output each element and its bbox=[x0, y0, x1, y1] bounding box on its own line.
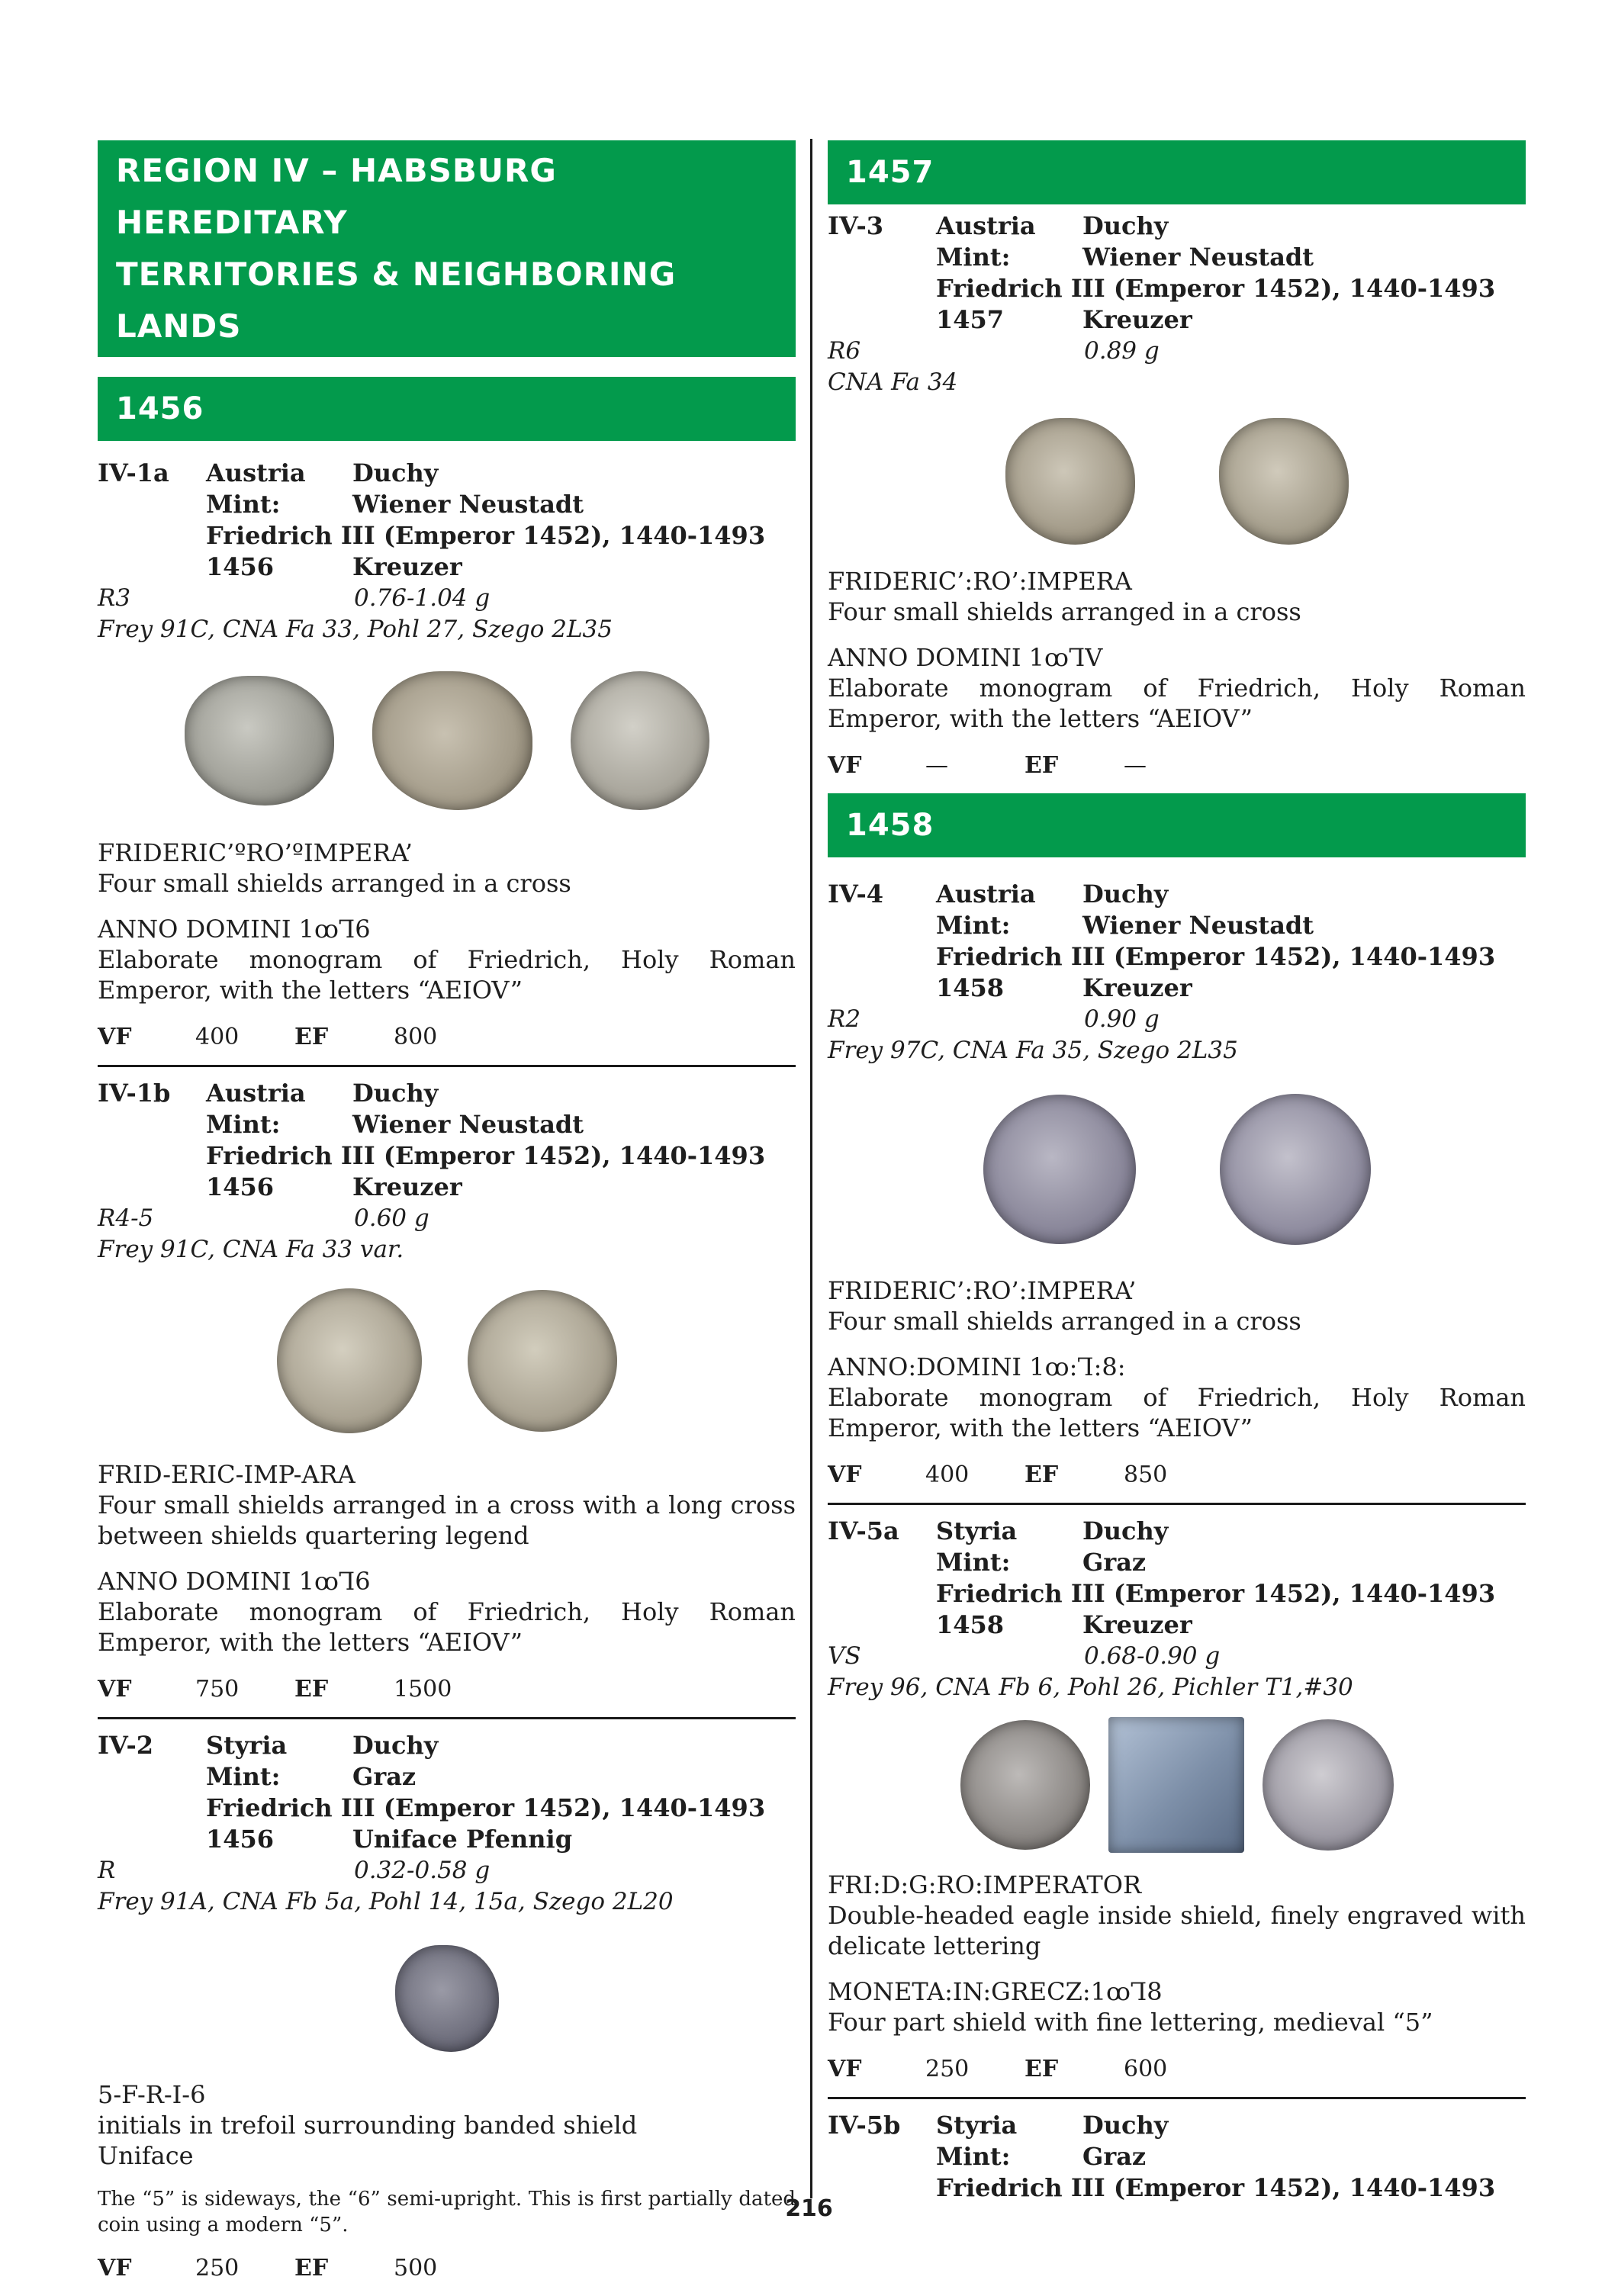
region-title-line-2: TERRITORIES & NEIGHBORING LANDS bbox=[116, 256, 677, 345]
entry-separator bbox=[828, 2097, 1526, 2099]
denomination: Kreuzer bbox=[1082, 973, 1192, 1002]
description bbox=[98, 1459, 796, 1658]
coin-photo bbox=[1005, 418, 1135, 545]
vf-label: VF bbox=[98, 1676, 132, 1703]
footnote: The “5” is sideways, the “6” semi-upright. This is first partially dated coin using a modern “5”. bbox=[98, 2188, 796, 2237]
rarity: VS bbox=[828, 1642, 861, 1670]
rarity: R3 bbox=[98, 584, 131, 612]
obverse-description: Four small shields arranged in a cross with a long cross between shields quartering legend bbox=[98, 1490, 796, 1550]
description bbox=[98, 2079, 796, 2171]
date: 1457 bbox=[936, 305, 1005, 334]
weight: 0.90 g bbox=[1084, 1005, 1160, 1033]
mint: Graz bbox=[1082, 1548, 1147, 1577]
references: CNA Fa 34 bbox=[828, 368, 958, 396]
mint-label: Mint: bbox=[936, 1548, 1011, 1577]
obverse-legend: FRID-ERIC-IMP-ARA bbox=[98, 1460, 355, 1489]
ef-price: — bbox=[1124, 752, 1147, 779]
coin-entry-iv-5a bbox=[828, 1516, 1526, 2099]
obverse-legend: FRIDERIC’:RO’:IMPERA bbox=[828, 567, 1132, 596]
mint-label: Mint: bbox=[936, 243, 1011, 272]
ef-label: EF bbox=[1025, 2056, 1059, 2082]
country: Austria bbox=[936, 879, 1036, 908]
mint-label: Mint: bbox=[206, 1110, 281, 1139]
price-row bbox=[828, 2053, 1526, 2086]
mint: Wiener Neustadt bbox=[352, 1110, 584, 1139]
rarity: R6 bbox=[828, 337, 861, 365]
vf-label: VF bbox=[828, 2056, 862, 2082]
entry-header bbox=[828, 1516, 1526, 1641]
obverse-legend: FRI:D:G:RO:IMPERATOR bbox=[828, 1870, 1142, 1899]
rarity-weight-row bbox=[98, 1203, 796, 1234]
vf-price: 250 bbox=[195, 2255, 240, 2282]
entry-separator bbox=[828, 1503, 1526, 1505]
coin-photos bbox=[98, 1288, 796, 1433]
coin-entry-iv-1a bbox=[98, 458, 796, 1067]
state-type: Duchy bbox=[352, 1731, 439, 1760]
description bbox=[828, 1870, 1526, 2037]
entry-separator bbox=[98, 1065, 796, 1067]
ruler: Friedrich III (Emperor 1452), 1440-1493 bbox=[206, 1793, 766, 1822]
obverse-description: Four small shields arranged in a cross bbox=[828, 597, 1301, 626]
ef-price: 500 bbox=[394, 2255, 438, 2282]
catalog-id: IV-2 bbox=[98, 1731, 154, 1760]
state-type: Duchy bbox=[1082, 879, 1169, 908]
ruler: Friedrich III (Emperor 1452), 1440-1493 bbox=[936, 274, 1496, 303]
catalog-id: IV-5b bbox=[828, 2111, 901, 2140]
country: Austria bbox=[936, 211, 1036, 240]
rarity: R4-5 bbox=[98, 1204, 154, 1232]
state-type: Duchy bbox=[1082, 211, 1169, 240]
vf-price: 250 bbox=[925, 2056, 970, 2082]
vf-price: 400 bbox=[195, 1024, 240, 1050]
ruler: Friedrich III (Emperor 1452), 1440-1493 bbox=[936, 942, 1496, 971]
weight: 0.76-1.04 g bbox=[354, 584, 491, 612]
catalog-id: IV-4 bbox=[828, 879, 884, 908]
year-banner-1458: 1458 bbox=[828, 793, 1526, 857]
rarity-weight-row bbox=[828, 336, 1526, 367]
state-type: Duchy bbox=[1082, 1516, 1169, 1545]
reverse-description: Elaborate monogram of Friedrich, Holy Roman Emperor, with the letters “AEIOV” bbox=[828, 1383, 1526, 1442]
weight: 0.68-0.90 g bbox=[1084, 1642, 1221, 1670]
denomination: Uniface Pfennig bbox=[352, 1825, 573, 1854]
entry-header bbox=[828, 2110, 1526, 2204]
uniface-note: Uniface bbox=[98, 2141, 194, 2170]
ruler: Friedrich III (Emperor 1452), 1440-1493 bbox=[206, 521, 766, 550]
coin-photos bbox=[828, 1717, 1526, 1853]
denomination: Kreuzer bbox=[352, 1172, 462, 1201]
coin-photo bbox=[1220, 1094, 1371, 1245]
reverse-legend: ANNO DOMINI 1ꝏꞀV bbox=[828, 643, 1103, 672]
reverse-description: Elaborate monogram of Friedrich, Holy Roman Emperor, with the letters “AEIOV” bbox=[98, 1597, 796, 1657]
vf-price: 400 bbox=[925, 1462, 970, 1488]
vf-label: VF bbox=[828, 752, 862, 779]
ruler: Friedrich III (Emperor 1452), 1440-1493 bbox=[936, 2173, 1496, 2202]
entry-header bbox=[98, 1078, 796, 1203]
coin-entry-iv-4 bbox=[828, 879, 1526, 1505]
country: Styria bbox=[936, 2111, 1018, 2140]
ef-label: EF bbox=[294, 1024, 329, 1050]
references: Frey 97C, CNA Fa 35, Szego 2L35 bbox=[828, 1037, 1238, 1064]
catalog-id: IV-5a bbox=[828, 1516, 899, 1545]
coin-photo bbox=[395, 1945, 499, 2052]
rarity-weight-row bbox=[98, 1855, 796, 1886]
mint-label: Mint: bbox=[206, 1762, 281, 1791]
ef-label: EF bbox=[294, 2255, 329, 2282]
ef-price: 850 bbox=[1124, 1462, 1168, 1488]
obverse-description: Double-headed eagle inside shield, finely engraved with delicate lettering bbox=[828, 1901, 1526, 1960]
price-row bbox=[98, 1673, 796, 1706]
state-type: Duchy bbox=[352, 458, 439, 487]
obverse-legend: 5-F-R-I-6 bbox=[98, 2080, 206, 2109]
coin-photo bbox=[571, 671, 709, 810]
date: 1458 bbox=[936, 1610, 1005, 1639]
rarity: R2 bbox=[828, 1005, 861, 1033]
coin-entry-iv-3 bbox=[828, 211, 1526, 783]
coin-photo bbox=[277, 1288, 422, 1433]
country: Styria bbox=[936, 1516, 1018, 1545]
date: 1458 bbox=[936, 973, 1005, 1002]
obverse-legend: FRIDERIC’ºRO’ºIMPERA’ bbox=[98, 838, 413, 867]
references: Frey 91C, CNA Fa 33 var. bbox=[98, 1236, 404, 1263]
denomination: Kreuzer bbox=[352, 552, 462, 581]
coin-photo bbox=[1263, 1719, 1394, 1851]
coin-photo bbox=[372, 671, 532, 810]
catalog-id: IV-1a bbox=[98, 458, 169, 487]
ef-label: EF bbox=[1025, 1462, 1059, 1488]
mint: Wiener Neustadt bbox=[352, 490, 584, 519]
entry-header bbox=[828, 211, 1526, 336]
year-banner-1457: 1457 bbox=[828, 140, 1526, 204]
entry-header bbox=[98, 458, 796, 583]
mint-label: Mint: bbox=[936, 2142, 1011, 2171]
entry-separator bbox=[98, 1717, 796, 1719]
description bbox=[828, 566, 1526, 734]
references: Frey 96, CNA Fb 6, Pohl 26, Pichler T1,#30 bbox=[828, 1674, 1353, 1701]
country: Austria bbox=[206, 458, 306, 487]
price-row bbox=[828, 749, 1526, 783]
year-banner-1456: 1456 bbox=[98, 377, 796, 441]
reverse-legend: MONETA:IN:GRECZ:1ꝏꞀ8 bbox=[828, 1977, 1163, 2006]
date: 1456 bbox=[206, 1172, 275, 1201]
coin-photos bbox=[98, 671, 796, 810]
ruler: Friedrich III (Emperor 1452), 1440-1493 bbox=[936, 1579, 1496, 1608]
coin-photo bbox=[1219, 418, 1349, 545]
coin-photo bbox=[1108, 1717, 1244, 1853]
rarity-weight-row bbox=[828, 1641, 1526, 1672]
reverse-legend: ANNO DOMINI 1ꝏꞀ6 bbox=[98, 1567, 371, 1596]
page-number: 216 bbox=[785, 2195, 833, 2222]
denomination: Kreuzer bbox=[1082, 305, 1192, 334]
state-type: Duchy bbox=[1082, 2111, 1169, 2140]
obverse-description: Four small shields arranged in a cross bbox=[98, 869, 571, 898]
mint-label: Mint: bbox=[936, 911, 1011, 940]
mint: Wiener Neustadt bbox=[1082, 243, 1314, 272]
coin-photo bbox=[983, 1095, 1136, 1244]
weight: 0.32-0.58 g bbox=[354, 1857, 491, 1884]
right-column bbox=[828, 140, 1526, 2204]
rarity-weight-row bbox=[98, 583, 796, 614]
description bbox=[98, 838, 796, 1005]
obverse-description: initials in trefoil surrounding banded shield bbox=[98, 2111, 638, 2140]
obverse-description: Four small shields arranged in a cross bbox=[828, 1307, 1301, 1336]
coin-photos bbox=[828, 418, 1526, 545]
mint: Graz bbox=[1082, 2142, 1147, 2171]
catalog-id: IV-3 bbox=[828, 211, 884, 240]
column-divider bbox=[810, 139, 812, 2198]
left-column bbox=[98, 140, 796, 2296]
mint-label: Mint: bbox=[206, 490, 281, 519]
ef-price: 1500 bbox=[394, 1676, 452, 1703]
coin-photo bbox=[185, 676, 334, 806]
vf-price: 750 bbox=[195, 1676, 240, 1703]
ef-price: 800 bbox=[394, 1024, 438, 1050]
vf-label: VF bbox=[98, 2255, 132, 2282]
price-row bbox=[828, 1458, 1526, 1492]
weight: 0.60 g bbox=[354, 1204, 429, 1232]
reverse-description: Four part shield with fine lettering, medieval “5” bbox=[828, 2008, 1433, 2037]
coin-entry-iv-5b bbox=[828, 2110, 1526, 2204]
price-row bbox=[98, 1021, 796, 1054]
region-title-line-1: REGION IV – HABSBURG HEREDITARY bbox=[116, 152, 557, 241]
obverse-legend: FRIDERIC’:RO’:IMPERA’ bbox=[828, 1276, 1137, 1305]
country: Austria bbox=[206, 1079, 306, 1108]
coin-photo bbox=[960, 1720, 1090, 1850]
vf-label: VF bbox=[98, 1024, 132, 1050]
rarity: R bbox=[98, 1857, 116, 1884]
reverse-description: Elaborate monogram of Friedrich, Holy Roman Emperor, with the letters “AEIOV” bbox=[98, 945, 796, 1005]
ef-label: EF bbox=[294, 1676, 329, 1703]
entry-header bbox=[98, 1730, 796, 1855]
coin-photo bbox=[468, 1290, 617, 1432]
references: Frey 91A, CNA Fb 5a, Pohl 14, 15a, Szego 2L20 bbox=[98, 1888, 674, 1915]
ef-label: EF bbox=[1025, 752, 1059, 779]
coin-entry-iv-1b bbox=[98, 1078, 796, 1719]
reverse-description: Elaborate monogram of Friedrich, Holy Roman Emperor, with the letters “AEIOV” bbox=[828, 674, 1526, 733]
region-banner bbox=[98, 140, 796, 357]
coin-photos bbox=[98, 1945, 796, 2052]
weight: 0.89 g bbox=[1084, 337, 1160, 365]
reverse-legend: ANNO DOMINI 1ꝏꞀ6 bbox=[98, 915, 371, 944]
mint: Wiener Neustadt bbox=[1082, 911, 1314, 940]
entry-header bbox=[828, 879, 1526, 1004]
description bbox=[828, 1275, 1526, 1443]
vf-label: VF bbox=[828, 1462, 862, 1488]
reverse-legend: ANNO:DOMINI 1ꝏ:Ꞁ:8: bbox=[828, 1352, 1126, 1381]
vf-price: — bbox=[925, 752, 948, 779]
date: 1456 bbox=[206, 552, 275, 581]
catalog-id: IV-1b bbox=[98, 1079, 171, 1108]
ef-price: 600 bbox=[1124, 2056, 1168, 2082]
ruler: Friedrich III (Emperor 1452), 1440-1493 bbox=[206, 1141, 766, 1170]
denomination: Kreuzer bbox=[1082, 1610, 1192, 1639]
state-type: Duchy bbox=[352, 1079, 439, 1108]
date: 1456 bbox=[206, 1825, 275, 1854]
mint: Graz bbox=[352, 1762, 417, 1791]
rarity-weight-row bbox=[828, 1004, 1526, 1035]
price-row bbox=[98, 2252, 796, 2285]
references: Frey 91C, CNA Fa 33, Pohl 27, Szego 2L35 bbox=[98, 616, 613, 643]
country: Styria bbox=[206, 1731, 288, 1760]
coin-photos bbox=[828, 1094, 1526, 1245]
